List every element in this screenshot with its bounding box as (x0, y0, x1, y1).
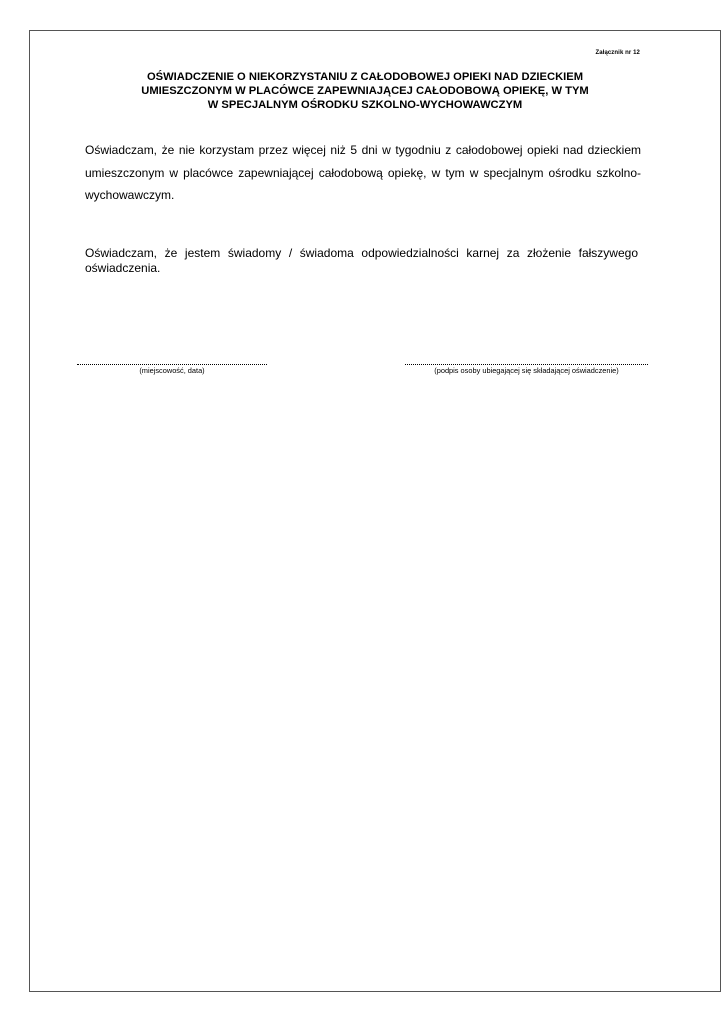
place-date-field (77, 364, 267, 375)
title-line-2: UMIESZCZONYM W PLACÓWCE ZAPEWNIAJĄCEJ CAŁODOBOWĄ OPIEKĘ, W TYM (141, 85, 589, 97)
title-line-3: W SPECJALNYM OŚRODKU SZKOLNO-WYCHOWAWCZYM (207, 99, 523, 111)
attachment-label: Załącznik nr 12 (595, 50, 640, 56)
declaration-paragraph-liability: Oświadczam, że jestem świadomy / świadoma odpowiedzialności karnej za złożenie fałszywego oświadczenia. (85, 246, 638, 275)
declaration-paragraph-care: Oświadczam, że nie korzystam przez więcej niż 5 dni w tygodniu z całodobowej opieki nad dzieckiem umieszczonym w placówce zapewniającej całodobową opiekę, w tym w specjalnym ośrodku szkolno-wychowawczym. (85, 143, 641, 202)
place-date-caption: (miejscowość, data) (139, 366, 205, 375)
document-title (80, 70, 650, 112)
signature-caption: (podpis osoby ubiegającej się składającej oświadczenie) (434, 366, 619, 375)
signature-field (405, 364, 648, 375)
place-date-dotted-line (77, 364, 267, 365)
signature-dotted-line (405, 364, 648, 365)
title-line-1: OŚWIADCZENIE O NIEKORZYSTANIU Z CAŁODOBOWEJ OPIEKI NAD DZIECKIEM (146, 71, 584, 83)
